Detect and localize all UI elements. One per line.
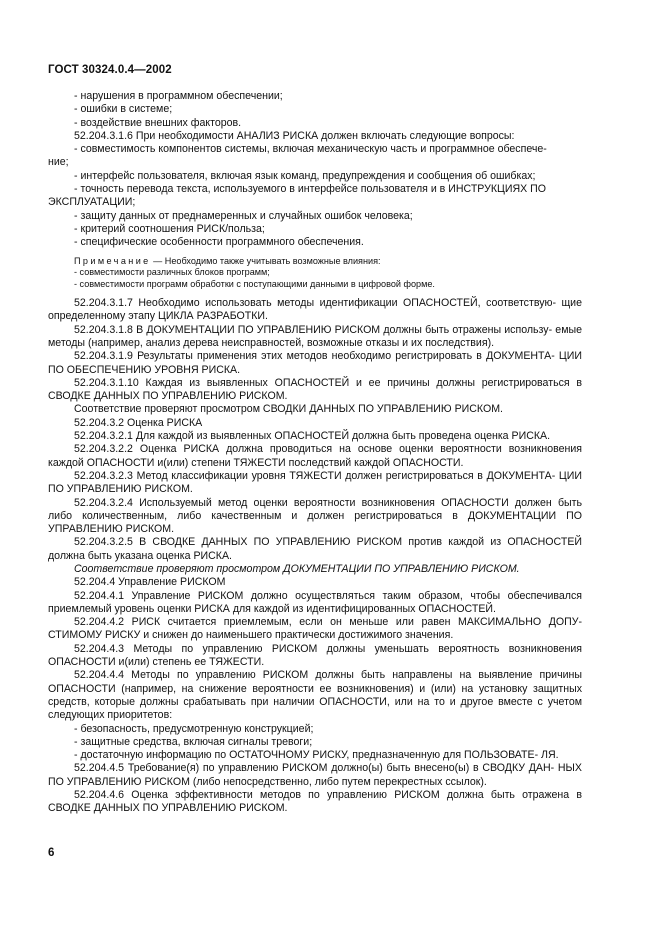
list-item: - защиту данных от преднамеренных и случайных ошибок человека; <box>74 209 413 222</box>
paragraph: 52.204.3.1.9 Результаты применения этих методов необходимо регистрировать в ДОКУМЕНТА- ЦИИ ПО ОБЕСПЕЧЕНИЮ УРОВНЯ РИСКА. <box>48 350 582 376</box>
note-block <box>48 256 582 291</box>
section-heading: 52.204.3.2 Оценка РИСКА <box>74 416 203 429</box>
paragraph: 52.204.3.1.7 Необходимо использовать методы идентификации ОПАСНОСТЕЙ, соответствую- щие определенному этапу ЦИКЛА РАЗРАБОТКИ. <box>48 297 582 323</box>
paragraph: 52.204.4.4 Методы по управлению РИСКОМ должны быть направлены на выявление причины ОПАСНОСТИ (например, на снижение вероятности ее возникновения) и (или) на установку защитных средств, которые должны срабатывать при наличии ОПАСНОСТИ, или на то и другое вместе с учетом следующих приоритетов: <box>48 669 582 722</box>
list-item: - критерий соотношения РИСК/польза; <box>74 222 265 235</box>
paragraph: 52.204.4.6 Оценка эффективности методов по управлению РИСКОМ должна быть отражена в СВОДКЕ ДАННЫХ ПО УПРАВЛЕНИЮ РИСКОМ. <box>48 789 582 815</box>
compliance-statement: Соответствие проверяют просмотром ДОКУМЕНТАЦИИ ПО УПРАВЛЕНИЮ РИСКОМ. <box>74 563 520 575</box>
paragraph: 52.204.4.1 Управление РИСКОМ должно осуществляться таким образом, чтобы обеспечивался приемлемый уровень оценки РИСКА для каждой из идентифицированных ОПАСНОСТЕЙ. <box>48 589 582 615</box>
paragraph: 52.204.4.5 Требование(я) по управлению РИСКОМ должно(ы) быть внесено(ы) в СВОДКУ ДАН- НЫХ ПО УПРАВЛЕНИЮ РИСКОМ (либо непосредственно, либо путем перекрестных ссылок). <box>48 762 582 788</box>
paragraph: 52.204.3.2.1 Для каждой из выявленных ОПАСНОСТЕЙ должна быть проведена оценка РИСКА. <box>74 430 551 443</box>
list-item-continuation: ЭКСПЛУАТАЦИИ; <box>48 196 136 209</box>
list-item: - безопасность, предусмотренную конструкцией; <box>74 722 314 735</box>
paragraph: 52.204.3.1.10 Каждая из выявленных ОПАСНОСТЕЙ и ее причины должны регистрироваться в СВОДКЕ ДАННЫХ ПО УПРАВЛЕНИЮ РИСКОМ. <box>48 376 582 403</box>
paragraph: 52.204.4.3 Методы по управлению РИСКОМ должны уменьшать вероятность возникновения ОПАСНОСТИ и(или) степень ее ТЯЖЕСТИ. <box>48 642 582 669</box>
note-item: - совместимости различных блоков программ; <box>74 267 270 278</box>
list-item: - защитные средства, включая сигналы тревоги; <box>74 735 313 748</box>
paragraph: 52.204.3.2.5 В СВОДКЕ ДАННЫХ ПО УПРАВЛЕНИЮ РИСКОМ против каждой из ОПАСНОСТЕЙ должна быть указана оценка РИСКА. <box>48 536 582 562</box>
paragraph: 52.204.4.2 РИСК считается приемлемым, если он меньше или равен МАКСИМАЛЬНО ДОПУ- СТИМОМУ РИСКУ и снижен до наименьшего практически достижимого значения. <box>48 616 582 642</box>
section-heading: 52.204.4 Управление РИСКОМ <box>74 576 226 589</box>
list-item: - ошибки в системе; <box>74 103 173 116</box>
paragraph: 52.204.3.1.6 При необходимости АНАЛИЗ РИСКА должен включать следующие вопросы: <box>74 129 515 142</box>
list-item: - точность перевода текста, используемого в интерфейсе пользователя и в ИНСТРУКЦИЯХ ПО <box>74 183 546 196</box>
list-item: - нарушения в программном обеспечении; <box>74 90 283 102</box>
list-item: - специфические особенности программного обеспечения. <box>74 236 364 249</box>
note-item: - совместимости программ обработки с поступающими данными в цифровой форме. <box>74 278 435 289</box>
list-item: - интерфейс пользователя, включая язык команд, предупреждения и сообщения об ошибках; <box>74 169 536 182</box>
document-header: ГОСТ 30324.0.4—2002 <box>48 64 172 76</box>
paragraph: 52.204.3.1.8 В ДОКУМЕНТАЦИИ ПО УПРАВЛЕНИЮ РИСКОМ должны быть отражены использу- емые методы (например, анализ дерева неисправностей, возможные отказы и их последствия). <box>48 323 582 349</box>
list-item: - воздействие внешних факторов. <box>74 116 242 129</box>
list-item: - достаточную информацию по ОСТАТОЧНОМУ РИСКУ, предназначенную для ПОЛЬЗОВАТЕ- ЛЯ. <box>74 749 559 762</box>
compliance-statement: Соответствие проверяют просмотром СВОДКИ ДАННЫХ ПО УПРАВЛЕНИЮ РИСКОМ. <box>74 403 503 416</box>
page-number: 6 <box>48 847 55 859</box>
list-item: - совместимость компонентов системы, включая механическую часть и программное обеспече- <box>74 143 547 156</box>
paragraph: 52.204.3.2.4 Используемый метод оценки вероятности возникновения ОПАСНОСТИ должен быть либо количественным, либо качественным и должен регистрироваться в ДОКУМЕНТАЦИИ ПО УПРАВЛЕНИЮ РИСКОМ. <box>48 496 582 536</box>
list-item-continuation: ние; <box>48 156 69 169</box>
note-text: — Необходимо также учитывать возможные влияния: <box>150 255 381 266</box>
paragraph: 52.204.3.2.2 Оценка РИСКА должна проводиться на основе оценки вероятности возникновения каждой ОПАСНОСТИ и(или) степени ТЯЖЕСТИ последствий каждой ОПАСНОСТИ. <box>48 443 582 469</box>
paragraph: 52.204.3.2.3 Метод классификации уровня ТЯЖЕСТИ должен регистрироваться в ДОКУМЕНТА- ЦИИ ПО УПРАВЛЕНИЮ РИСКОМ. <box>48 469 582 496</box>
note-label: Примечание <box>74 255 151 266</box>
document-body <box>48 90 582 816</box>
